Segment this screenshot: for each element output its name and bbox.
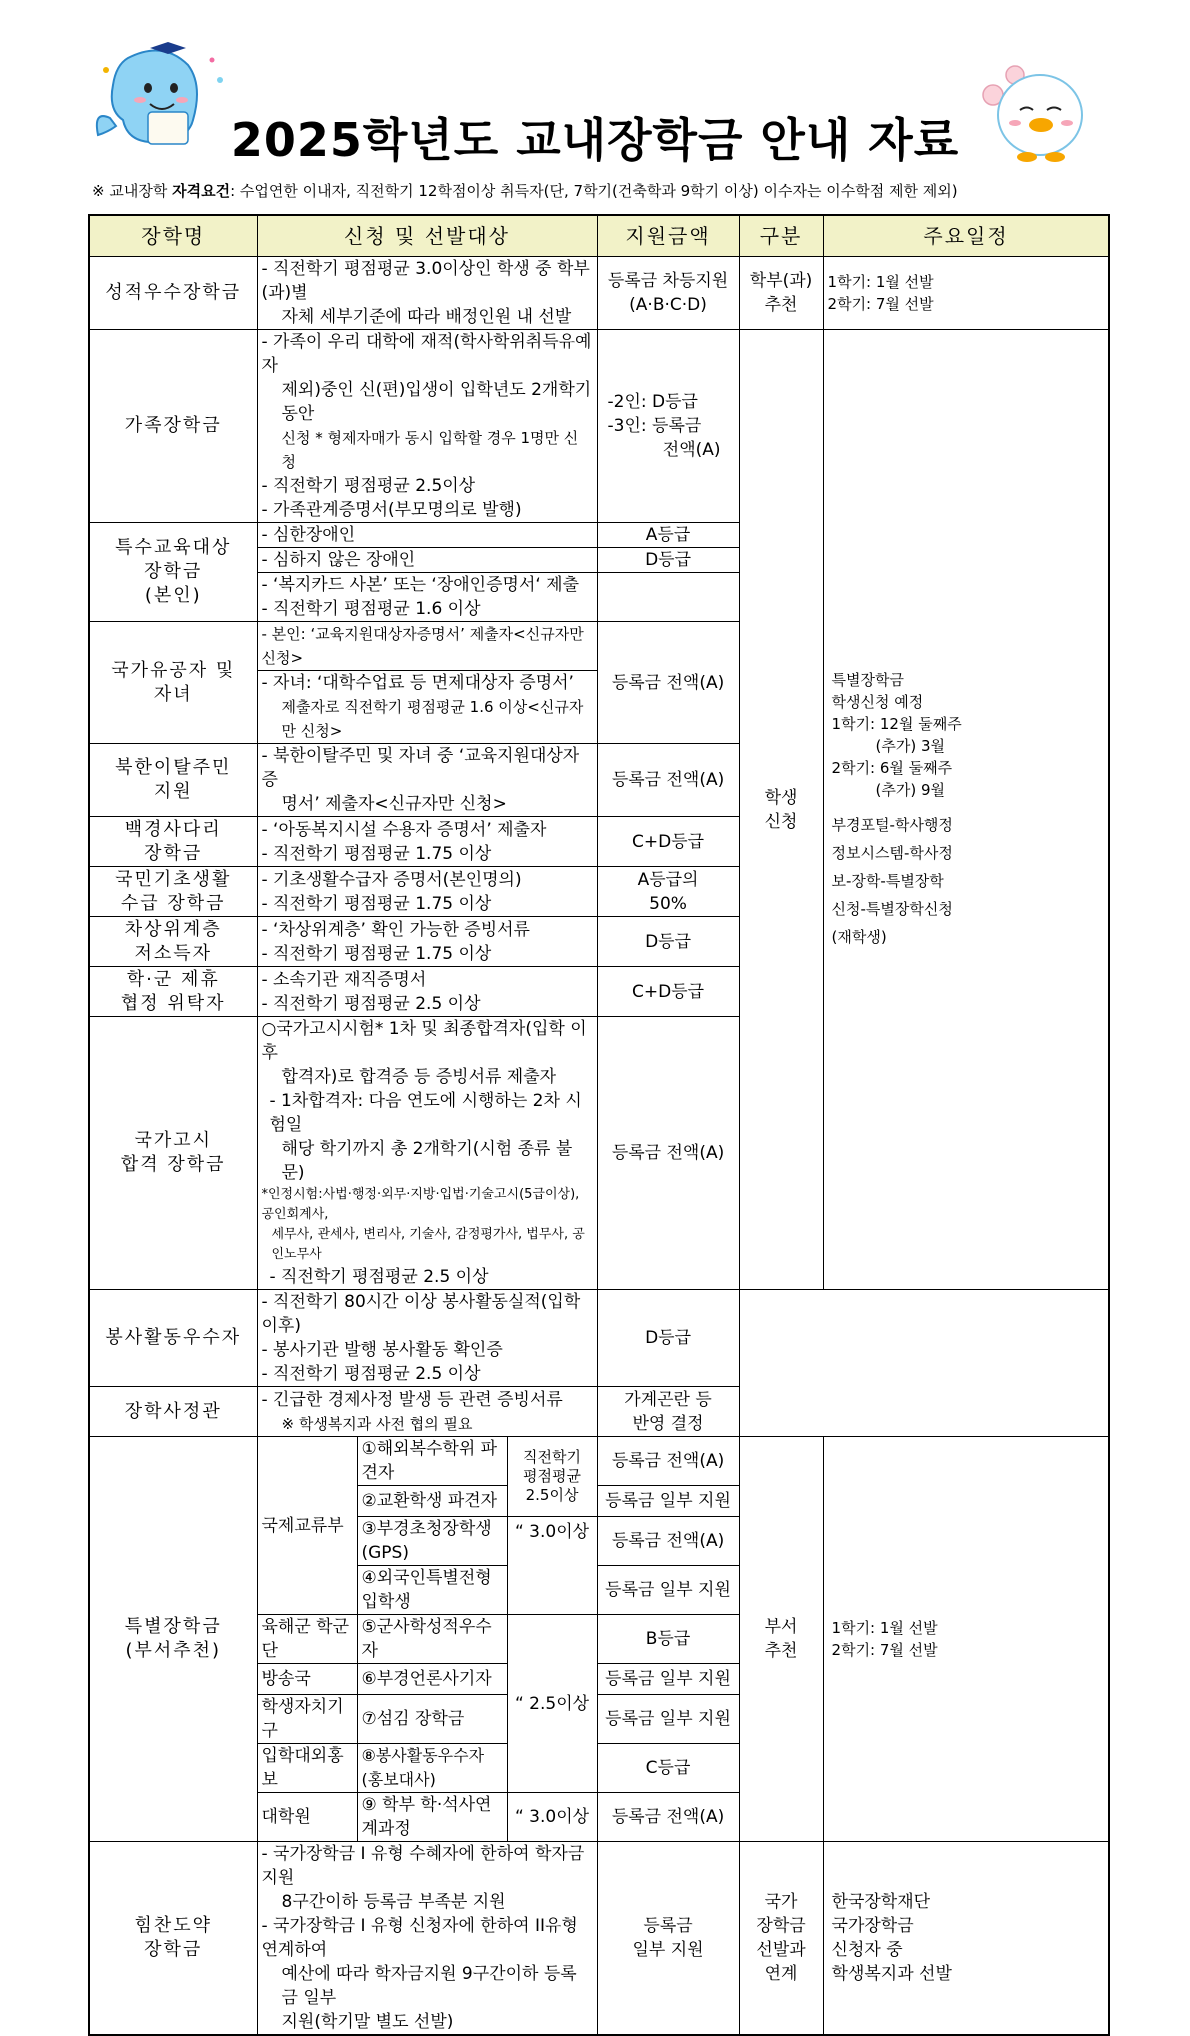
row-category: 부서 추천 — [739, 1437, 823, 1842]
row-name: 북한이탈주민 지원 — [89, 744, 257, 817]
table-row — [89, 1842, 1109, 2036]
row-amount: 등록금 차등지원 (A·B·C·D) — [597, 257, 739, 330]
row-target: - 국가장학금 I 유형 수혜자에 한하여 학자금지원 8구간이하 등록금 부족분 지원 - 국가장학금 I 유형 신청자에 한하여 II유형 연계하여 예산에 따라 학자금지원 9구간이하 등록금 일부 지원(학기말 별도 선발) — [257, 1842, 597, 2036]
row-target: - 심하지 않은 장애인 — [257, 548, 597, 573]
row-target: - 긴급한 경제사정 발생 등 관련 증빙서류 ※ 학생복지과 사전 협의 필요 — [257, 1387, 597, 1437]
row-amount: D등급 — [597, 548, 739, 573]
table-row — [89, 257, 1109, 330]
row-name: 국가유공자 및 자녀 — [89, 622, 257, 744]
row-target: - 북한이탈주민 및 자녀 중 ‘교육지원대상자 증 명서’ 제출자<신규자만 신청> — [257, 744, 597, 817]
dept-cell: 육해군 학군단 — [257, 1615, 357, 1664]
row-name: 힘찬도약 장학금 — [89, 1842, 257, 2036]
note-label: 자격요건 — [172, 182, 231, 200]
row-amount: A등급의 50% — [597, 867, 739, 917]
row-target: - ‘복지카드 사본’ 또는 ‘장애인증명서‘ 제출 - 직전학기 평점평균 1.6 이상 — [257, 573, 597, 622]
row-target: ○국가고시시험* 1차 및 최종합격자(입학 이후 합격자)로 합격증 등 증빙서류 제출자 - 1차합격자: 다음 연도에 시행하는 2차 시험일 해당 학기까지 총 2개학기(시험 종류 불문) *인정시험:사법·행정·외무·지방·입법·기술고시(5급이상), 공인회계사, 세무사, 관세사, 변리사, 기술사, 감정평가사, 법무사, 공인노무사 - 직전학기 평점평균 2.5 이상 — [257, 1017, 597, 1290]
row-target: - 본인: ‘교육지원대상자증명서’ 제출자<신규자만 신청> — [257, 622, 597, 671]
dept-cell: 국제교류부 — [257, 1437, 357, 1615]
row-amount: C+D등급 — [597, 817, 739, 867]
row-amount: 등록금 전액(A) — [597, 622, 739, 744]
table-row — [89, 330, 1109, 523]
special-item: ②교환학생 파견자 — [357, 1486, 507, 1517]
eligibility-note — [92, 180, 958, 201]
header-name: 장학명 — [89, 215, 257, 257]
row-name: 장학사정관 — [89, 1387, 257, 1437]
row-amount: 등록금 일부 지원 — [597, 1842, 739, 2036]
note-prefix: 교내장학 — [109, 182, 168, 200]
special-amount: 등록금 전액(A) — [597, 1793, 739, 1842]
special-item: ④외국인특별전형입학생 — [357, 1566, 507, 1615]
row-amount: 가계곤란 등 반영 결정 — [597, 1387, 739, 1437]
special-item: ①해외복수학위 파견자 — [357, 1437, 507, 1486]
special-amount: 등록금 일부 지원 — [597, 1486, 739, 1517]
row-name: 봉사활동우수자 — [89, 1290, 257, 1387]
row-name: 성적우수장학금 — [89, 257, 257, 330]
header-schedule: 주요일정 — [823, 215, 1109, 257]
header-category: 구분 — [739, 215, 823, 257]
row-schedule: 1학기: 1월 선발 2학기: 7월 선발 — [823, 257, 1109, 330]
table-header-row — [89, 215, 1109, 257]
row-name: 학·군 제휴 협정 위탁자 — [89, 967, 257, 1017]
row-amount: D등급 — [597, 1290, 739, 1387]
row-name: 특수교육대상 장학금 (본인) — [89, 523, 257, 622]
row-name: 특별장학금 (부서추천) — [89, 1437, 257, 1842]
special-amount: 등록금 일부 지원 — [597, 1664, 739, 1695]
gpa-cell: “ 2.5이상 — [507, 1615, 597, 1793]
row-target: - ‘아동복지시설 수용자 증명서’ 제출자 - 직전학기 평점평균 1.75 이상 — [257, 817, 597, 867]
row-category: 국가 장학금 선발과 연계 — [739, 1842, 823, 2036]
student-apply-category: 학생 신청 — [739, 330, 823, 1290]
header-amount: 지원금액 — [597, 215, 739, 257]
gpa-cell: “ 3.0이상 — [507, 1793, 597, 1842]
special-amount: B등급 — [597, 1615, 739, 1664]
special-amount: 등록금 전액(A) — [597, 1517, 739, 1566]
row-target: - 기초생활수급자 증명서(본인명의) - 직전학기 평점평균 1.75 이상 — [257, 867, 597, 917]
special-item: ⑨ 학부 학·석사연계과정 — [357, 1793, 507, 1842]
row-name: 국민기초생활 수급 장학금 — [89, 867, 257, 917]
row-target: - 가족이 우리 대학에 재적(학사학위취득유예자 제외)중인 신(편)입생이 입학년도 2개학기 동안 신청 * 형제자매가 동시 입학할 경우 1명만 신청 - 직전학기 평점평균 2.5이상 - 가족관계증명서(부모명의로 발행) — [257, 330, 597, 523]
special-item: ⑤군사학성적우수자 — [357, 1615, 507, 1664]
special-amount: 등록금 일부 지원 — [597, 1695, 739, 1744]
special-amount: 등록금 일부 지원 — [597, 1566, 739, 1615]
special-amount: 등록금 전액(A) — [597, 1437, 739, 1486]
row-amount: -2인: D등급 -3인: 등록금 전액(A) — [597, 330, 739, 523]
row-schedule: 1학기: 1월 선발 2학기: 7월 선발 — [823, 1437, 1109, 1842]
row-target: - 직전학기 80시간 이상 봉사활동실적(입학 이후) - 봉사기관 발행 봉사활동 확인증 - 직전학기 평점평균 2.5 이상 — [257, 1290, 597, 1387]
row-target: - 직전학기 평점평균 3.0이상인 학생 중 학부(과)별 자체 세부기준에 따라 배정인원 내 선발 — [257, 257, 597, 330]
gpa-cell: 직전학기 평점평균 2.5이상 — [507, 1437, 597, 1517]
row-amount: A등급 — [597, 523, 739, 548]
dept-cell: 대학원 — [257, 1793, 357, 1842]
row-amount: 등록금 전액(A) — [597, 1017, 739, 1290]
row-name: 국가고시 합격 장학금 — [89, 1017, 257, 1290]
page-title: 2025학년도 교내장학금 안내 자료 — [230, 113, 960, 167]
row-amount: 등록금 전액(A) — [597, 744, 739, 817]
dept-cell: 학생자치기구 — [257, 1695, 357, 1744]
table-row — [89, 1387, 1109, 1437]
special-item: ③부경초청장학생(GPS) — [357, 1517, 507, 1566]
special-item: ⑥부경언론사기자 — [357, 1664, 507, 1695]
table-row — [89, 1437, 1109, 1486]
table-row — [89, 1290, 1109, 1387]
student-apply-schedule: 특별장학금 학생신청 예정 1학기: 12월 둘째주 (추가) 3월 2학기: 6월 둘째주 (추가) 9월 부경포털-학사행정 정보시스템-학사정 보-장학-특별장학 신청-특별장학신청 (재학생) — [823, 330, 1109, 1290]
special-amount: C등급 — [597, 1744, 739, 1793]
note-mark: ※ — [92, 182, 105, 200]
row-name: 가족장학금 — [89, 330, 257, 523]
row-target: - 자녀: ‘대학수업료 등 면제대상자 증명서’ 제출자로 직전학기 평점평균 1.6 이상<신규자만 신청> — [257, 671, 597, 744]
scholarship-table — [88, 214, 1110, 2036]
row-name: 차상위계층 저소득자 — [89, 917, 257, 967]
special-item: ⑧봉사활동우수자(홍보대사) — [357, 1744, 507, 1793]
row-amount: D등급 — [597, 917, 739, 967]
note-text: : 수업연한 이내자, 직전학기 12학점이상 취득자(단, 7학기(건축학과 9학기 이상) 이수자는 이수학점 제한 제외) — [230, 182, 958, 200]
dept-cell: 입학대외홍보 — [257, 1744, 357, 1793]
row-category: 학부(과) 추천 — [739, 257, 823, 330]
row-schedule: 한국장학재단 국가장학금 신청자 중 학생복지과 선발 — [823, 1842, 1109, 2036]
row-target: - ‘차상위계층’ 확인 가능한 증빙서류 - 직전학기 평점평균 1.75 이상 — [257, 917, 597, 967]
row-name: 백경사다리 장학금 — [89, 817, 257, 867]
row-amount: C+D등급 — [597, 967, 739, 1017]
gpa-cell: “ 3.0이상 — [507, 1517, 597, 1615]
special-item: ⑦섬김 장학금 — [357, 1695, 507, 1744]
row-amount-empty — [597, 573, 739, 622]
row-target: - 소속기관 재직증명서 - 직전학기 평점평균 2.5 이상 — [257, 967, 597, 1017]
dept-cell: 방송국 — [257, 1664, 357, 1695]
row-target: - 심한장애인 — [257, 523, 597, 548]
header-target: 신청 및 선발대상 — [257, 215, 597, 257]
